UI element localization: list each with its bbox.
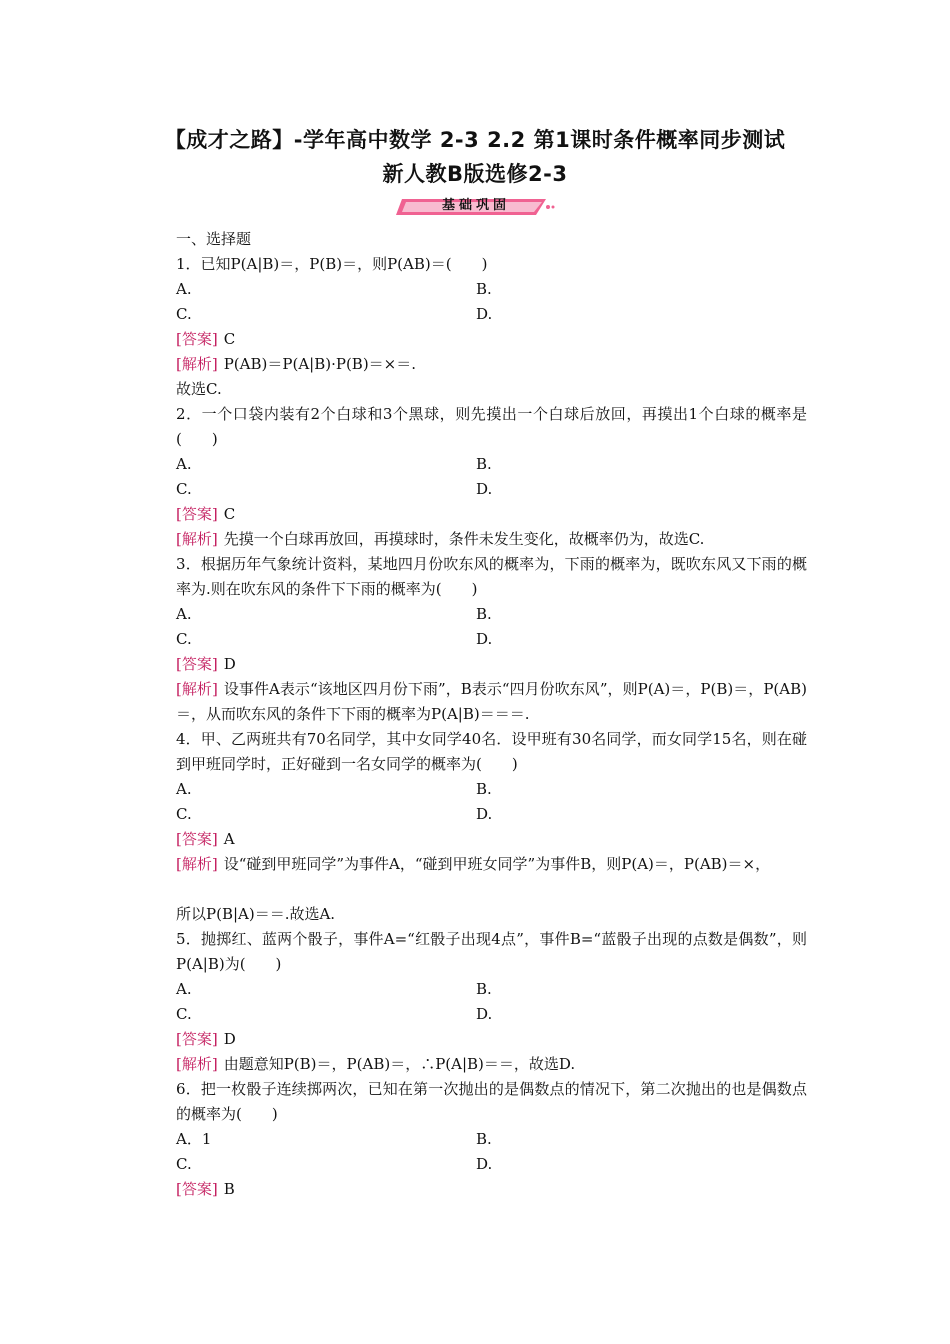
analysis-text: 设“碰到甲班同学”为事件A，“碰到甲班女同学”为事件B，则P(A)＝，P(AB)＝×， bbox=[223, 855, 771, 873]
question-1-answer bbox=[145, 327, 807, 352]
question-list bbox=[145, 227, 807, 1202]
option-d: D. bbox=[476, 630, 493, 648]
option-b: B. bbox=[476, 780, 492, 798]
question-6-options-ab bbox=[145, 1127, 807, 1152]
answer-value: D bbox=[223, 1030, 236, 1048]
analysis-text: 由题意知P(B)＝，P(AB)＝，∴P(A|B)＝＝，故选D. bbox=[223, 1055, 576, 1073]
question-1-options-ab bbox=[145, 277, 807, 302]
question-5-analysis bbox=[145, 1052, 807, 1077]
analysis-text: 设事件A表示“该地区四月份下雨”，B表示“四月份吹东风”，则P(A)＝，P(B)＝，P(AB)＝，从而吹东风的条件下下雨的概率为P(A|B)＝＝＝. bbox=[176, 680, 807, 723]
question-4-answer bbox=[145, 827, 807, 852]
question-2-options-cd bbox=[145, 477, 807, 502]
question-2-answer bbox=[145, 502, 807, 527]
option-d: D. bbox=[476, 1005, 493, 1023]
answer-label: [答案] bbox=[176, 830, 218, 848]
question-4-options-cd bbox=[145, 802, 807, 827]
question-1-conclusion: 故选C. bbox=[176, 380, 222, 398]
question-4-conclusion: 所以P(B|A)＝＝.故选A. bbox=[176, 905, 336, 923]
answer-value: B bbox=[223, 1180, 235, 1198]
option-c: C. bbox=[176, 1005, 192, 1023]
answer-label: [答案] bbox=[176, 1180, 218, 1198]
analysis-label: [解析] bbox=[176, 1055, 218, 1073]
option-c: C. bbox=[176, 1155, 192, 1173]
question-6-options-cd bbox=[145, 1152, 807, 1177]
question-4-stem: 4．甲、乙两班共有70名同学，其中女同学40名．设甲班有30名同学，而女同学15名，则在碰到甲班同学时，正好碰到一名女同学的概率为( ) bbox=[176, 730, 807, 773]
question-3-answer bbox=[145, 652, 807, 677]
option-d: D. bbox=[476, 805, 493, 823]
analysis-label: [解析] bbox=[176, 855, 218, 873]
question-2-analysis bbox=[145, 527, 807, 552]
answer-value: C bbox=[223, 505, 236, 523]
option-b: B. bbox=[476, 605, 492, 623]
question-2-options-ab bbox=[145, 452, 807, 477]
option-a: A. bbox=[176, 980, 192, 998]
document-title: 【成才之路】-学年高中数学 2-3 2.2 第1课时条件概率同步测试 bbox=[164, 128, 786, 152]
question-5-options-cd bbox=[145, 1002, 807, 1027]
question-6-stem: 6．把一枚骰子连续掷两次，已知在第一次抛出的是偶数点的情况下，第二次抛出的也是偶数点的概率为( ) bbox=[176, 1080, 807, 1123]
question-5-stem: 5．抛掷红、蓝两个骰子，事件A=“红骰子出现4点”，事件B=“蓝骰子出现的点数是偶数”，则P(A|B)为( ) bbox=[176, 930, 807, 973]
question-3-analysis bbox=[145, 677, 807, 727]
document-subtitle: 新人教B版选修2-3 bbox=[382, 162, 568, 186]
question-1-stem: 1．已知P(A|B)＝，P(B)＝，则P(AB)＝( ) bbox=[176, 255, 488, 273]
section-banner bbox=[396, 195, 556, 219]
option-a: A. bbox=[176, 455, 192, 473]
answer-label: [答案] bbox=[176, 1030, 218, 1048]
analysis-label: [解析] bbox=[176, 680, 218, 698]
question-5-options-ab bbox=[145, 977, 807, 1002]
answer-label: [答案] bbox=[176, 330, 218, 348]
option-c: C. bbox=[176, 805, 192, 823]
answer-value: C bbox=[223, 330, 236, 348]
analysis-text: P(AB)＝P(A|B)·P(B)＝×＝. bbox=[223, 355, 417, 373]
option-b: B. bbox=[476, 280, 492, 298]
question-5-answer bbox=[145, 1027, 807, 1052]
question-3-stem: 3．根据历年气象统计资料，某地四月份吹东风的概率为，下雨的概率为，既吹东风又下雨的概率为.则在吹东风的条件下下雨的概率为( ) bbox=[176, 555, 807, 598]
question-1-analysis bbox=[145, 352, 807, 377]
banner-label: 基础巩固 bbox=[441, 198, 510, 213]
option-c: C. bbox=[176, 630, 192, 648]
option-a: A. bbox=[176, 605, 192, 623]
option-c: C. bbox=[176, 480, 192, 498]
analysis-text: 先摸一个白球再放回，再摸球时，条件未发生变化，故概率仍为，故选C. bbox=[223, 530, 705, 548]
question-4-analysis bbox=[145, 852, 807, 902]
question-1-options-cd bbox=[145, 302, 807, 327]
answer-value: A bbox=[223, 830, 235, 848]
analysis-label: [解析] bbox=[176, 530, 218, 548]
answer-label: [答案] bbox=[176, 655, 218, 673]
question-6-answer bbox=[145, 1177, 807, 1202]
option-b: B. bbox=[476, 1130, 492, 1148]
answer-label: [答案] bbox=[176, 505, 218, 523]
option-b: B. bbox=[476, 455, 492, 473]
option-d: D. bbox=[476, 305, 493, 323]
option-a: A. bbox=[176, 280, 192, 298]
option-a: A. bbox=[176, 780, 192, 798]
option-c: C. bbox=[176, 305, 192, 323]
option-d: D. bbox=[476, 1155, 493, 1173]
question-3-options-ab bbox=[145, 602, 807, 627]
answer-value: D bbox=[223, 655, 236, 673]
option-d: D. bbox=[476, 480, 493, 498]
question-4-options-ab bbox=[145, 777, 807, 802]
question-3-options-cd bbox=[145, 627, 807, 652]
analysis-label: [解析] bbox=[176, 355, 218, 373]
option-b: B. bbox=[476, 980, 492, 998]
question-2-stem: 2．一个口袋内装有2个白球和3个黑球，则先摸出一个白球后放回，再摸出1个白球的概率是( ) bbox=[176, 405, 807, 448]
section-heading: 一、选择题 bbox=[176, 230, 252, 248]
option-a: A．1 bbox=[176, 1130, 212, 1148]
